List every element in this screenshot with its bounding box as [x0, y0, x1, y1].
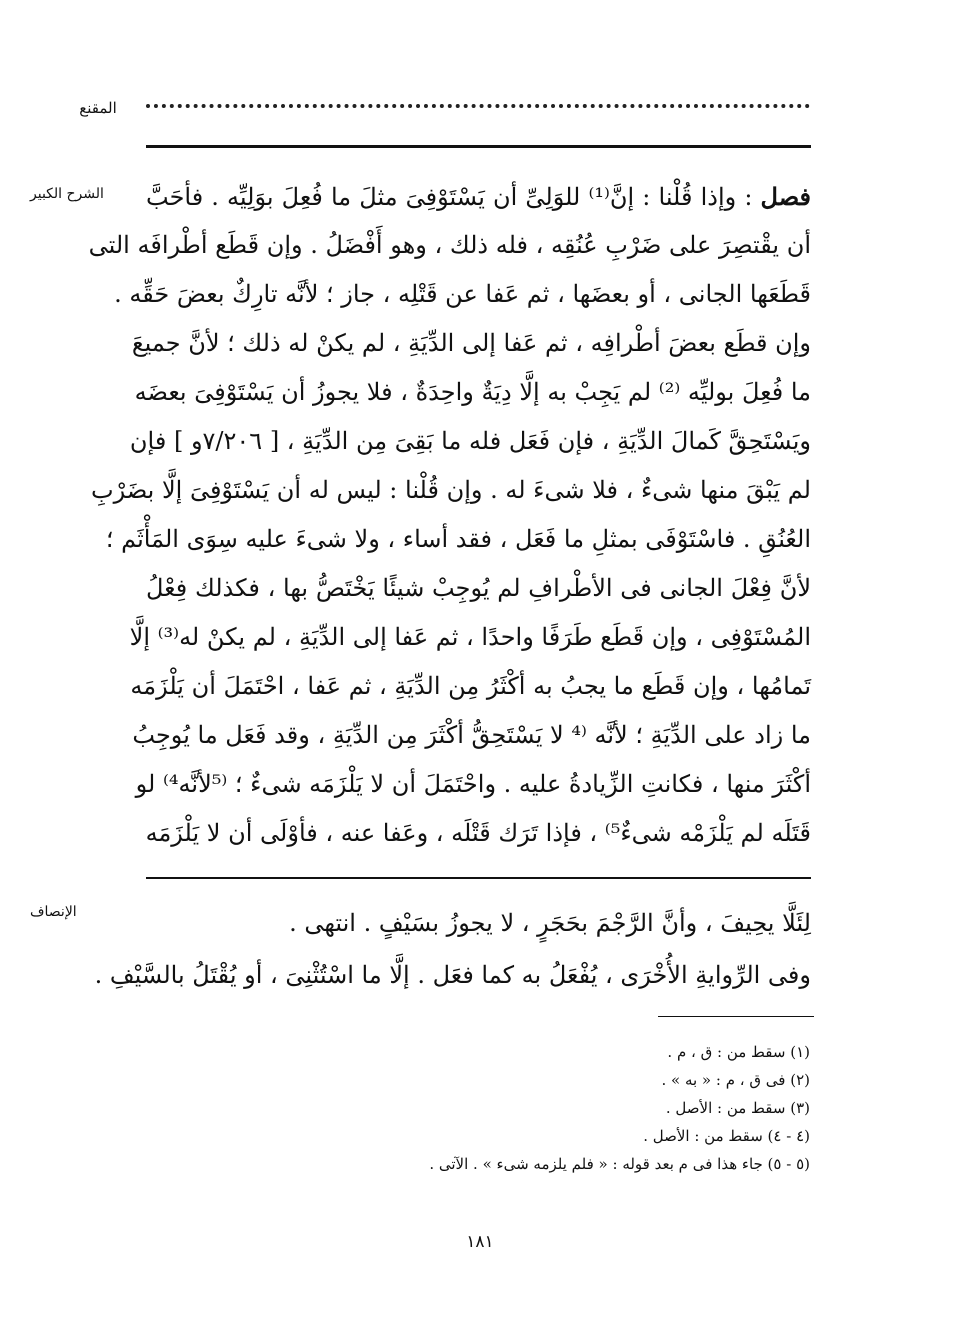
main-line: وإن قطَع بعضَ أطْرافِه ، ثم عَفا إلى الدِّيَةِ ، لم يكنْ له ذلك ؛ لأنَّ جميعَ — [131, 329, 811, 357]
insaf-line: لِئَلَّا يحِيفَ ، وأنَّ الرَّجْمَ بحَجَرٍ ، لا يجوزُ بسَيْفٍ . انتهى . — [289, 909, 811, 937]
footnotes — [300, 1038, 810, 1178]
main-line: العُنُقِ . فاسْتَوْفَى بمثلِ ما فَعَل ، فقد أساء ، ولا شىءَ عليه سِوَى المَأْثَم ؛ — [105, 525, 811, 553]
header-dotted-leader — [146, 104, 810, 108]
page-number: ١٨١ — [466, 1232, 494, 1252]
main-line: أن يقْتصِرَ على ضَرْبِ عُنُقِه ، فله ذلك ، وهو أَفْضَلُ . وإن قَطَع أطْرافَه التى — [88, 231, 811, 259]
running-header-title: المقنع — [79, 99, 117, 117]
footnote: (٥ - ٥) جاء هذا فى م بعد قوله : « فلم يلزمه شىء » . الآتى . — [429, 1155, 810, 1173]
main-line: قَطَعَها الجانى ، أو بعضَها ، ثم عَفا عن قَتْلِه ، جاز ؛ لأنَّه تارِكٌ بعضَ حَقِّه . — [114, 280, 811, 308]
main-line: لم يَبْقَ منها شىءٌ ، فلا شىءَ له . وإن قُلْنا : ليس له أن يَسْتَوْفِىَ إلَّا بضَرْبِ — [91, 476, 811, 504]
footnote: (٤ - ٤) سقط من : الأصل . — [643, 1127, 810, 1145]
main-line: ما زاد على الدِّيَةِ ؛ لأنَّه ⁽⁴ لا يَسْتَحِقُّ أكْثَرَ مِن الدِّيَةِ ، وقد فَعَل ما يُوجِبُ — [132, 721, 811, 749]
section-divider — [146, 877, 811, 879]
main-line: ويَسْتَحِقَّ كَمالَ الدِّيَةِ ، فإن فَعَل فله ما بَقِىَ مِن الدِّيَةِ ، [ ٧/٢٠٦و ] فإن — [129, 427, 811, 455]
main-line: المُسْتَوْفِى ، وإن قَطَع طَرَفًا واحدًا ، ثم عَفا إلى الدِّيَةِ ، لم يكنْ له⁽³⁾ إلَّا — [129, 623, 811, 651]
main-line: قَتَلَه لم يَلْزَمْه شىءٌ⁵⁾ ، فإذا تَرَك قَتْلَه ، وعَفا عنه ، فأوْلَى أن لا يَلْزَمَه — [145, 819, 811, 847]
section-label-sharh: الشرح الكبير — [30, 186, 104, 202]
main-line: أكْثَرَ منها ، فكانتِ الزِّيادةُ عليه . واحْتَمَلَ أن لا يَلْزَمَه شىءٌ ؛ ⁽⁵لأنَّه⁴⁾ لو — [135, 770, 811, 798]
footnote-rule — [658, 1016, 814, 1017]
main-text — [88, 172, 811, 858]
insaf-line: وفى الرِّوايةِ الأُخْرَى ، يُفْعَلُ به كما فعَل . إلَّا ما اسْتُثْنِىَ ، أو يُقْتَلُ بالسَّيْفِ . — [94, 961, 811, 989]
main-line: ما فُعِلَ بوليِّه ⁽²⁾ لم يَجِبْ به إلَّا دِيَةٌ واحِدَةٌ ، فلا يجوزُ أن يَسْتَوْفِىَ بعضَه — [134, 378, 811, 406]
main-line: لأنَّ فِعْلَ الجانى فى الأطْرافِ لم يُوجِبْ شيئًا يَخْتَصُّ بها ، فكذلك فِعْلُ — [146, 574, 811, 602]
fasl-heading: فصل — [760, 182, 811, 211]
header-rule — [146, 145, 811, 148]
main-line: تَمامُها ، وإن قَطَع ما يجبُ به أكْثَرُ مِن الدِّيَةِ ، ثم عَفا ، احْتَمَلَ أن يَلْزَمَه — [130, 672, 811, 700]
main-line: فصل : وإذا قُلْنا : إنَّ⁽¹⁾ للوَلِىِّ أن يَسْتَوْفِىَ مثلَ ما فُعِلَ بوَلِيِّه . فأحَبَّ — [146, 182, 811, 211]
insaf-text — [94, 897, 811, 1001]
section-label-insaf: الإنصاف — [30, 904, 77, 920]
footnote: (٢) فى ق ، م : « به » . — [661, 1071, 810, 1089]
footnote: (١) سقط من : ق ، م . — [667, 1043, 810, 1061]
footnote: (٣) سقط من : الأصل . — [665, 1099, 810, 1117]
